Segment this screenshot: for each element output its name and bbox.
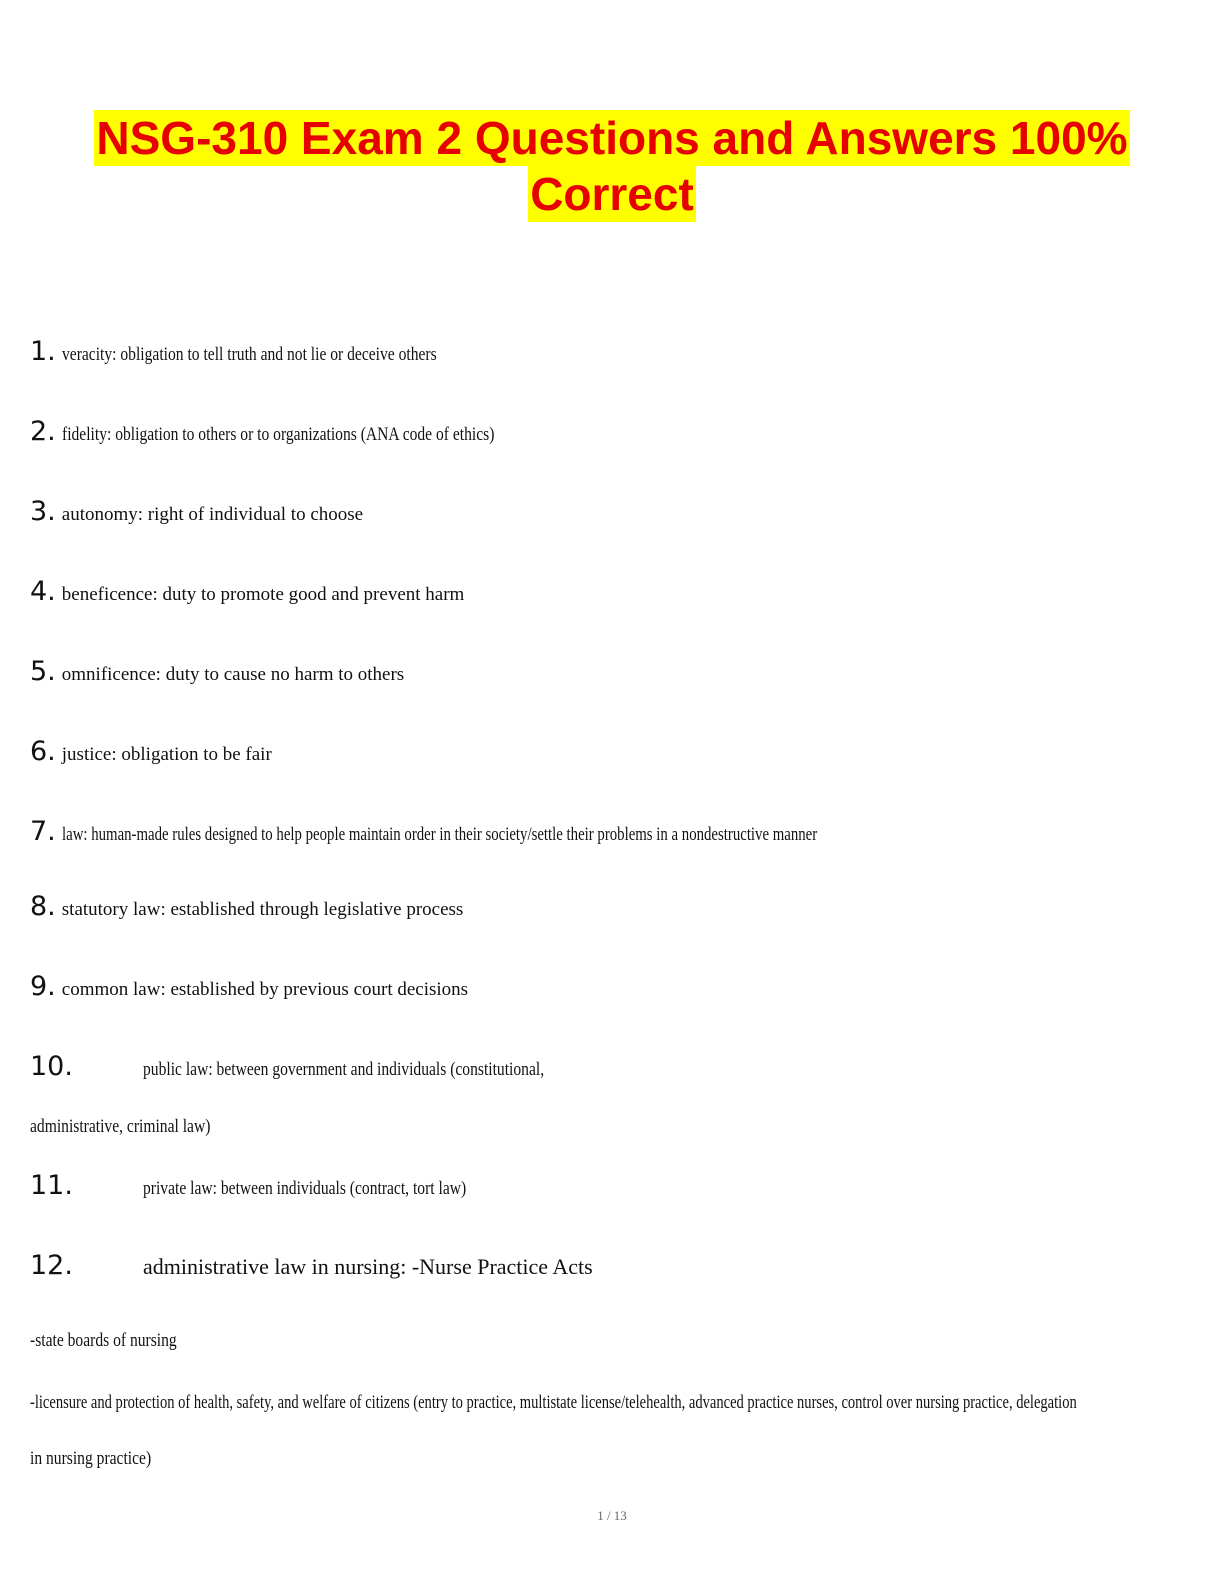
document-title — [0, 110, 1224, 222]
licensure-line: -licensure and protection of health, safety, and welfare of citizens (entry to practice, multistate license/telehealth, advanced practice nurses, control over nursing practice, delegation — [30, 1392, 1077, 1413]
list-item — [30, 336, 1184, 367]
item-number: 11. — [30, 1170, 73, 1201]
item-number: 2. — [30, 416, 56, 447]
item-number: 1. — [30, 336, 56, 367]
list-item — [30, 576, 1184, 607]
item-text: administrative law in nursing: -Nurse Practice Acts — [143, 1254, 593, 1279]
item-text: veracity: obligation to tell truth and not lie or deceive others — [61, 344, 437, 365]
list-item — [30, 736, 1184, 767]
list-item — [30, 1170, 1184, 1201]
list-item — [30, 891, 1184, 922]
licensure-continuation: in nursing practice) — [30, 1448, 152, 1469]
item-number: 7. — [30, 816, 56, 847]
item-text: statutory law: established through legislative process — [61, 899, 464, 920]
item-text: law: human-made rules designed to help people maintain order in their society/settle their problems in a nondestructive manner — [61, 824, 817, 845]
state-boards-line: -state boards of nursing — [30, 1330, 177, 1351]
list-item — [30, 1051, 1184, 1082]
list-item — [30, 816, 1184, 847]
item-text: beneficence: duty to promote good and prevent harm — [61, 584, 465, 605]
item-text: justice: obligation to be fair — [61, 744, 272, 765]
item-number: 12. — [30, 1250, 73, 1281]
item-number: 6. — [30, 736, 56, 767]
page-number: 1 / 13 — [597, 1508, 627, 1523]
title-line-1: NSG-310 Exam 2 Questions and Answers 100% — [96, 112, 1128, 164]
item-number: 5. — [30, 656, 56, 687]
item-number: 8. — [30, 891, 56, 922]
list-item — [30, 416, 1184, 447]
title-line-2: Correct — [530, 168, 694, 220]
item-number: 10. — [30, 1051, 73, 1082]
item-number: 9. — [30, 971, 56, 1002]
item-text: common law: established by previous court decisions — [61, 979, 469, 1000]
item-text: fidelity: obligation to others or to organizations (ANA code of ethics) — [61, 424, 495, 445]
item-number: 3. — [30, 496, 56, 527]
list-item — [30, 1250, 1184, 1281]
list-item — [30, 496, 1184, 527]
item-text: omnificence: duty to cause no harm to others — [61, 664, 405, 685]
item-continuation: administrative, criminal law) — [30, 1116, 211, 1137]
list-item — [30, 971, 1184, 1002]
item-text: public law: between government and individuals (constitutional, — [143, 1059, 545, 1080]
item-number: 4. — [30, 576, 56, 607]
list-item — [30, 656, 1184, 687]
item-text: private law: between individuals (contract, tort law) — [143, 1178, 467, 1199]
item-text: autonomy: right of individual to choose — [61, 504, 364, 525]
